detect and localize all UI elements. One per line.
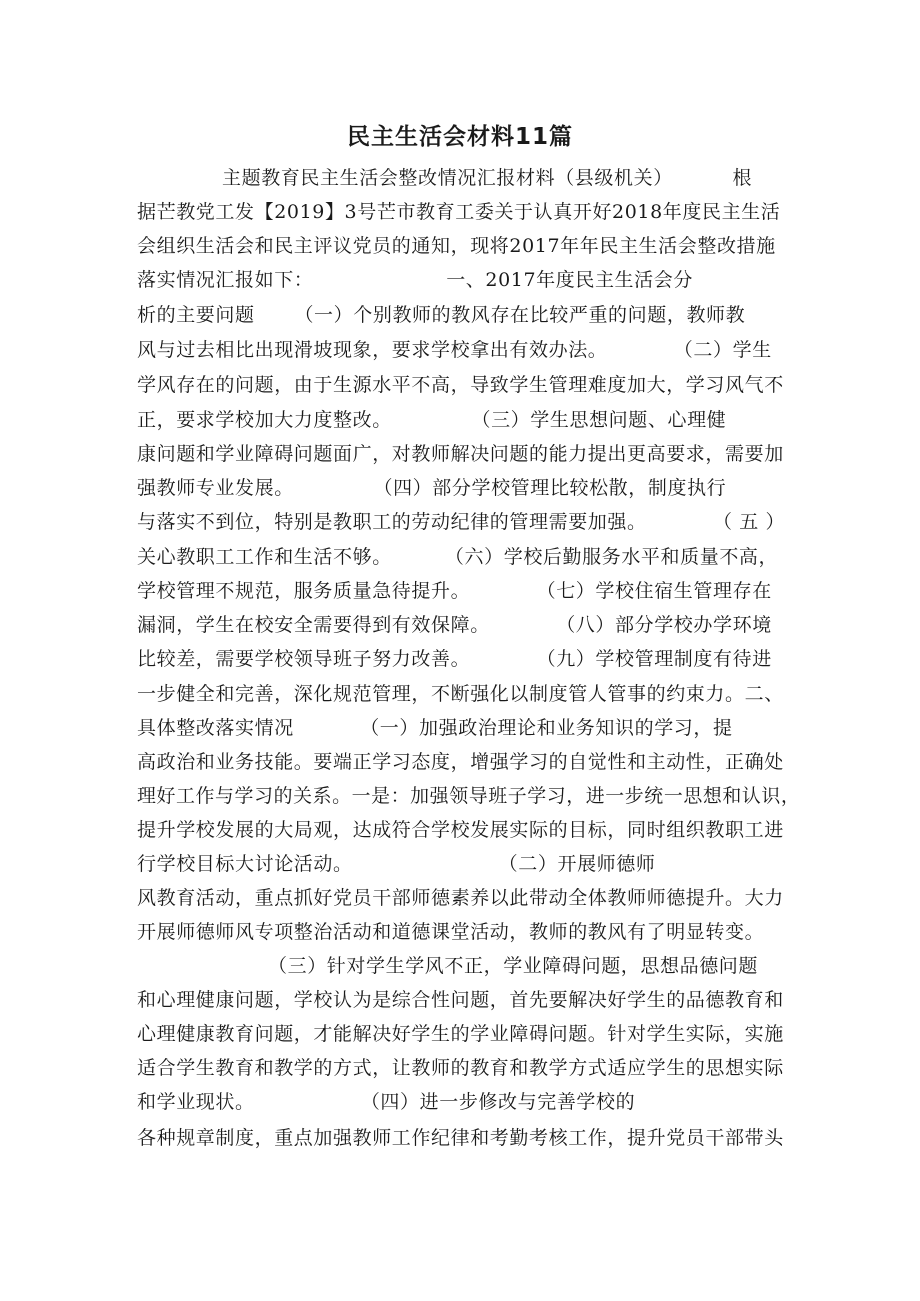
paragraph-line: 理好工作与学习的关系。一是：加强领导班子学习，进一步统一思想和认识，: [137, 785, 801, 807]
paragraph-line: 正，要求学校加大力度整改。 （三）学生思想问题、心理健: [137, 409, 727, 431]
paragraph-line: 风教育活动，重点抓好党员干部师德素养以此带动全体教师师德提升。大力: [137, 887, 784, 909]
paragraph-line: 学风存在的问题，由于生源水平不高，导致学生管理难度加大，学习风气不: [137, 374, 784, 396]
paragraph-line: 强教师专业发展。 （四）部分学校管理比较松散，制度执行: [137, 477, 727, 499]
paragraph-line: 提升学校发展的大局观，达成符合学校发展实际的目标，同时组织教职工进: [137, 819, 784, 841]
paragraph-line: 比较差，需要学校领导班子努力改善。 （九）学校管理制度有待进: [137, 648, 772, 670]
paragraph-line: 一步健全和完善，深化规范管理，不断强化以制度管人管事的约束力。二、: [137, 683, 784, 705]
paragraph-line: 心理健康教育问题，才能解决好学生的学业障碍问题。针对学生实际，实施: [137, 1023, 784, 1045]
paragraph-line: 康问题和学业障碍问题面广，对教师解决问题的能力提出更高要求，需要加: [137, 443, 784, 465]
paragraph-line: 适合学生教育和教学的方式，让教师的教育和教学方式适应学生的思想实际: [137, 1057, 784, 1079]
paragraph-line: 关心教职工工作和生活不够。 （六）学校后勤服务水平和质量不高，: [137, 546, 779, 568]
paragraph-line: 和学业现状。 （四）进一步修改与完善学校的: [137, 1091, 636, 1113]
paragraph-line: 行学校目标大讨论活动。 （二）开展师德师: [137, 853, 656, 875]
paragraph-line: （三）针对学生学风不正，学业障碍问题，思想品德问题: [268, 955, 759, 977]
paragraph-line: 主题教育民主生活会整改情况汇报材料（县级机关） 根: [222, 167, 753, 189]
paragraph-line: 具体整改落实情况 （一）加强政治理论和业务知识的学习，提: [137, 717, 733, 739]
paragraph-line: 会组织生活会和民主评议党员的通知，现将2017年年民主生活会整改措施: [137, 235, 776, 257]
paragraph-line: 高政治和业务技能。要端正学习态度，增强学习的自觉性和主动性，正确处: [137, 751, 784, 773]
paragraph-line: 和心理健康问题，学校认为是综合性问题，首先要解决好学生的品德教育和: [137, 989, 784, 1011]
paragraph-line: 开展师德师风专项整治活动和道德课堂活动，教师的教风有了明显转变。: [137, 921, 765, 943]
paragraph-line: 与落实不到位，特别是教职工的劳动纪律的管理需要加强。 （ 五 ）: [137, 511, 786, 533]
document-title: 民主生活会材料11篇: [346, 124, 573, 150]
paragraph-line: 据芒教党工发【2019】3号芒市教育工委关于认真开好2018年度民主生活: [137, 201, 781, 223]
paragraph-line: 学校管理不规范，服务质量急待提升。 （七）学校住宿生管理存在: [137, 580, 772, 602]
paragraph-line: 风与过去相比出现滑坡现象，要求学校拿出有效办法。 （二）学生: [137, 339, 772, 361]
paragraph-line: 漏洞，学生在校安全需要得到有效保障。 （八）部分学校办学环境: [137, 614, 772, 636]
paragraph-line: 各种规章制度，重点加强教师工作纪律和考勤考核工作，提升党员干部带头: [137, 1127, 784, 1149]
paragraph-line: 落实情况汇报如下： 一、2017年度民主生活会分: [137, 269, 693, 291]
paragraph-line: 析的主要问题 （一）个别教师的教风存在比较严重的问题，教师教: [137, 304, 746, 326]
